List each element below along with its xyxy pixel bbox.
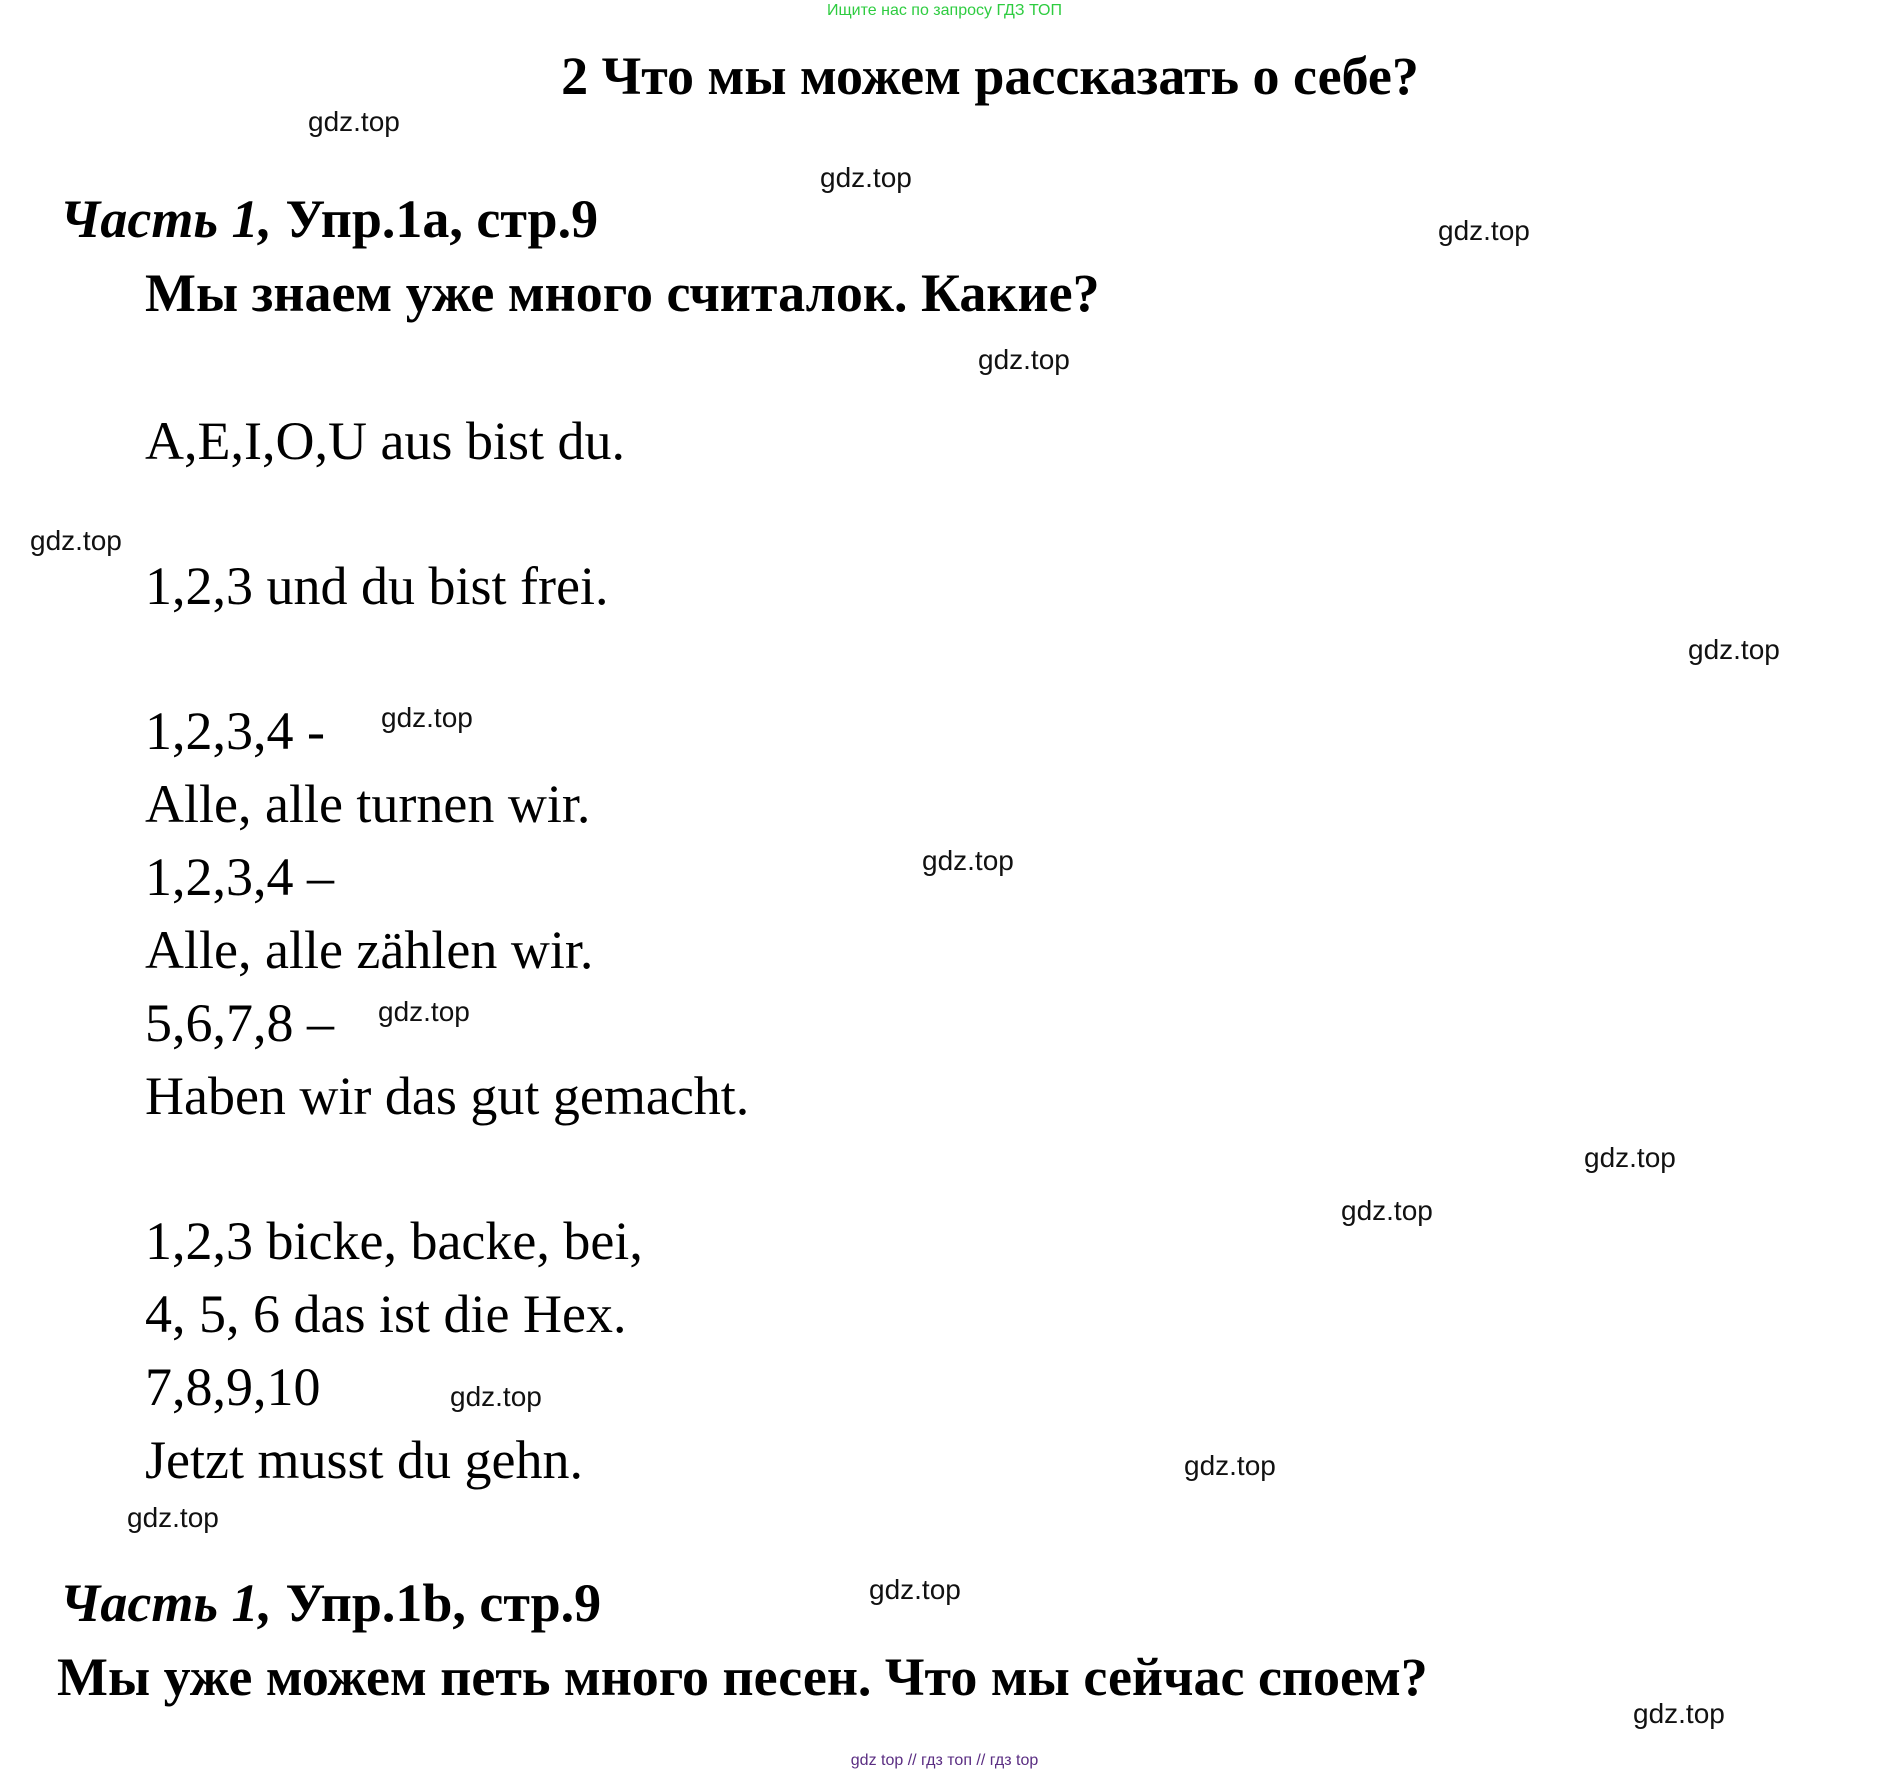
watermark: gdz.top: [1184, 1450, 1276, 1481]
watermark: gdz.top: [1688, 634, 1780, 665]
watermark: gdz.top: [1584, 1142, 1676, 1173]
watermark: gdz.top: [127, 1502, 219, 1533]
rhyme-line: 7,8,9,10: [145, 1357, 321, 1417]
watermark: gdz.top: [820, 162, 912, 193]
watermark: gdz.top: [1633, 1698, 1725, 1729]
watermark: gdz.top: [450, 1381, 542, 1412]
page-title: 2 Что мы можем рассказать о себе?: [561, 46, 1419, 106]
section1-heading: [60, 188, 598, 250]
watermark: gdz.top: [1341, 1195, 1433, 1226]
section1-question: Мы знаем уже много считалок. Какие?: [145, 263, 1100, 323]
rhyme-line: 5,6,7,8 –: [145, 993, 334, 1053]
watermark: gdz.top: [922, 845, 1014, 876]
rhyme-line: 1,2,3 bicke, backe, bei,: [145, 1211, 643, 1271]
rhyme-line: 4, 5, 6 das ist die Hex.: [145, 1284, 627, 1344]
watermark: gdz.top: [308, 106, 400, 137]
rhyme-line: Alle, alle zählen wir.: [145, 920, 594, 980]
section1-part-label: Часть 1,: [60, 189, 273, 249]
watermark: gdz.top: [1438, 215, 1530, 246]
rhyme-line: Haben wir das gut gemacht.: [145, 1066, 750, 1126]
rhyme-line: Alle, alle turnen wir.: [145, 774, 591, 834]
section2-question: Мы уже можем петь много песен. Что мы сейчас споем?: [57, 1647, 1428, 1707]
top-banner: Ищите нас по запросу ГДЗ ТОП: [827, 2, 1062, 19]
footer-links: gdz top // гдз топ // гдз top: [850, 1752, 1039, 1769]
watermark: gdz.top: [869, 1574, 961, 1605]
rhyme-line: 1,2,3,4 –: [145, 847, 334, 907]
section2-exercise: Упр.1b, стр.9: [272, 1573, 602, 1633]
rhyme-line: 1,2,3,4 -: [145, 701, 325, 761]
rhyme-line: 1,2,3 und du bist frei.: [145, 556, 609, 616]
watermark: gdz.top: [378, 996, 470, 1027]
watermark: gdz.top: [381, 702, 473, 733]
watermark: gdz.top: [30, 525, 122, 556]
section2-heading: [60, 1572, 601, 1634]
section2-part-label: Часть 1,: [60, 1573, 273, 1633]
section1-exercise: Упр.1a, стр.9: [272, 189, 599, 249]
watermark: gdz.top: [978, 344, 1070, 375]
rhyme-line: A,E,I,O,U aus bist du.: [145, 411, 625, 471]
rhyme-line: Jetzt musst du gehn.: [145, 1430, 583, 1490]
